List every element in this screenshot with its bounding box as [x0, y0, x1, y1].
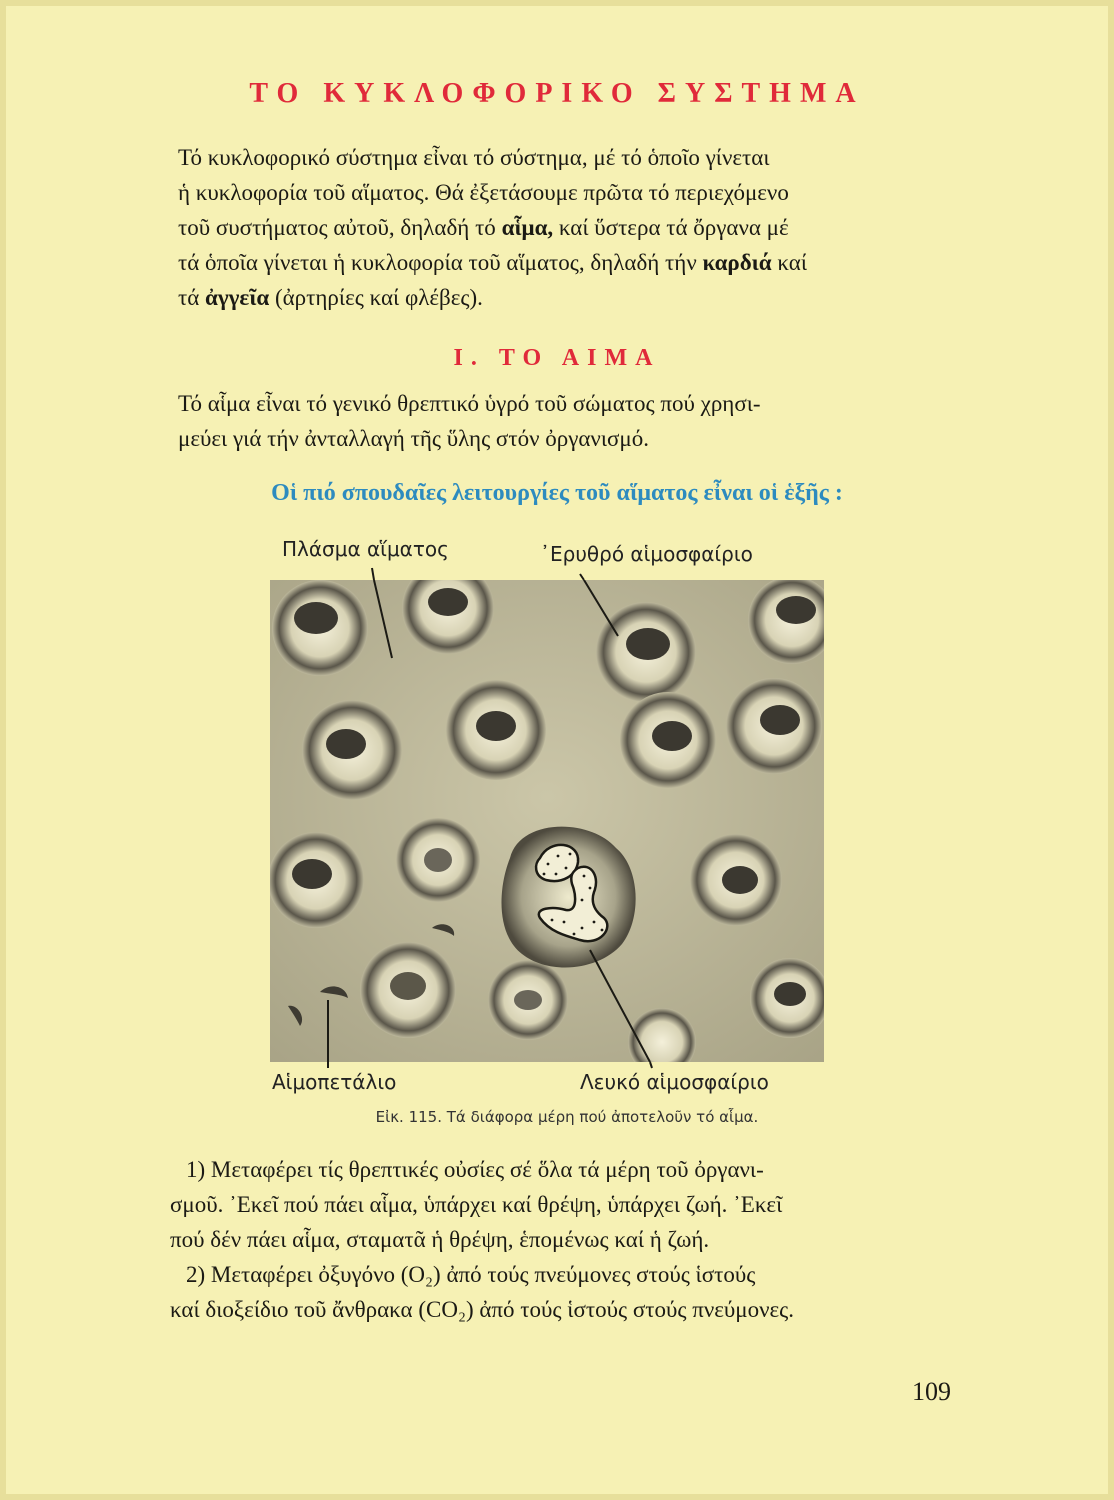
- blood-micrograph: [270, 580, 824, 1062]
- white-blood-cell: [501, 827, 635, 968]
- text-run: (ἀρτηρίες καί φλέβες).: [269, 285, 483, 310]
- intro-line: Τό κυκλοφορικό σύστημα εἶναι τό σύστημα, μέ τό ὁποῖο γίνεται: [178, 145, 770, 170]
- text-run: τοῦ συστήματος αὐτοῦ, δηλαδή τό: [178, 215, 502, 240]
- text-run: τά ὁποῖα γίνεται ἡ κυκλοφορία τοῦ αἵματος, δηλαδή τήν: [178, 250, 703, 275]
- label-red-blood-cell: ᾿Ερυθρό αἱμοσφαίριο: [540, 542, 753, 566]
- intro-line: ἡ κυκλοφορία τοῦ αἵματος. Θά ἐξετάσουμε πρῶτα τό περιεχόμενο: [178, 180, 789, 205]
- text-run: καί ὕστερα τά ὄργανα μέ: [553, 215, 789, 240]
- keyword-heart: καρδιά: [702, 250, 772, 275]
- intro-line: [178, 245, 958, 280]
- page-title: ΤΟ ΚΥΚΛΟΦΟΡΙΚΟ ΣΥΣΤΗΜΑ: [249, 78, 865, 109]
- definition-line: Τό αἷμα εἶναι τό γενικό θρεπτικό ὑγρό τοῦ σώματος πού χρησι-: [178, 391, 761, 416]
- label-white-blood-cell: Λευκό αἱμοσφαίριο: [580, 1070, 769, 1094]
- intro-paragraph: [178, 140, 958, 315]
- intro-line: [178, 280, 958, 315]
- section-heading: I. ΤΟ ΑΙΜΑ: [453, 345, 661, 371]
- functions-heading: Οἱ πιό σπουδαῖες λειτουργίες τοῦ αἵματος εἶναι οἱ ἑξῆς :: [271, 480, 843, 506]
- text-run: καί: [771, 250, 808, 275]
- definition-line: μεύει γιά τήν ἀνταλλαγή τῆς ὕλης στόν ὀργανισμό.: [178, 426, 649, 451]
- label-plasma: Πλάσμα αἵματος: [282, 537, 449, 561]
- list-item-2-line: 2) Μεταφέρει ὀξυγόνο (O₂) ἀπό τούς πνεύμονες στούς ἱστούς: [186, 1262, 756, 1287]
- list-item-1-line: 1) Μεταφέρει τίς θρεπτικές οὐσίες σέ ὅλα τά μέρη τοῦ ὀργανι-: [186, 1157, 764, 1182]
- list-item-1-line: πού δέν πάει αἷμα, σταματᾶ ἡ θρέψη, ἑπομένως καί ἡ ζωή.: [170, 1227, 710, 1252]
- text-run: τά: [178, 285, 206, 310]
- page-number: 109: [912, 1377, 951, 1406]
- list-item-2-line: καί διοξείδιο τοῦ ἄνθρακα (CO₂) ἀπό τούς ἱστούς στούς πνεύμονες.: [170, 1297, 795, 1322]
- blood-definition: [178, 386, 958, 456]
- list-item-1-line: σμοῦ. ᾿Εκεῖ πού πάει αἷμα, ὑπάρχει καί θρέψη, ὑπάρχει ζωή. ᾿Εκεῖ: [170, 1192, 783, 1217]
- intro-line: [178, 210, 958, 245]
- keyword-blood: αἷμα,: [501, 215, 554, 240]
- functions-list: [170, 1152, 958, 1327]
- figure-caption: Εἰκ. 115. Τά διάφορα μέρη πού ἀποτελοῦν τό αἷμα.: [375, 1108, 759, 1126]
- keyword-vessels: ἀγγεῖα: [205, 285, 270, 310]
- label-platelet: Αἱμοπετάλιο: [272, 1070, 397, 1094]
